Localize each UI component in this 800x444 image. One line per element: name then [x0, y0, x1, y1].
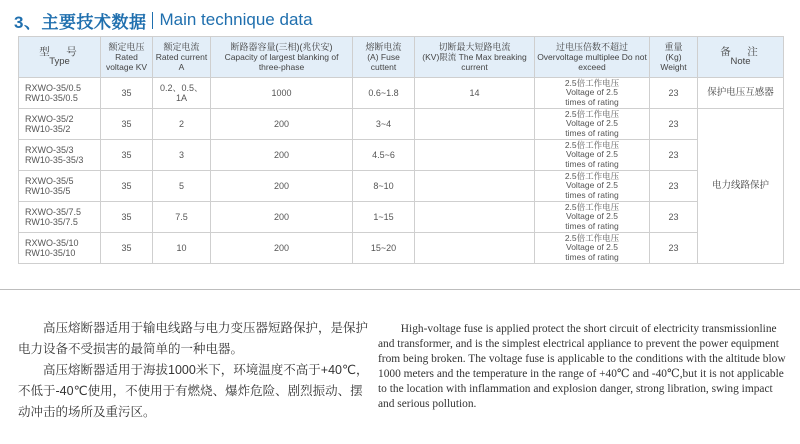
cell-breaking-current [415, 202, 535, 233]
table-header-row [19, 37, 784, 78]
cell-note-merged: 电力线路保护 [698, 109, 784, 264]
section-header [14, 8, 313, 32]
header-current: 额定电流 Rated current A [153, 37, 211, 78]
cell-voltage: 35 [101, 171, 153, 202]
cell-overvoltage: 2.5倍工作电压 Voltage of 2.5 times of rating [535, 202, 650, 233]
cell-current: 3 [153, 140, 211, 171]
table-row [19, 233, 784, 264]
header-overvoltage: 过电压倍数不超过 Overvoltage multiplee Do not exceed [535, 37, 650, 78]
cell-fuse-current: 1~15 [353, 202, 415, 233]
description-en: High-voltage fuse is applied protect the short circuit of electricity transmissionline and transformer, and is the simplest electrical appliance to prevent the power equipment from being broken. The voltage fuse is applicable to the conditions with the altitude blow 1000 meters and the temperature in the range of +40℃ and -40℃,but it is not applicable to the location with inflammation and explosion danger, strong libration, swing impact and serious pollution. [378, 323, 786, 410]
spec-table [18, 36, 784, 264]
header-type: 型 号 Type [19, 37, 101, 78]
cell-type: RXWO-35/5 RW10-35/5 [19, 171, 101, 202]
cell-current: 5 [153, 171, 211, 202]
cell-capacity: 200 [211, 202, 353, 233]
cell-breaking-current [415, 233, 535, 264]
header-fuse-current: 熔断电流 (A) Fuse cuttent [353, 37, 415, 78]
cell-breaking-current [415, 140, 535, 171]
cell-capacity: 200 [211, 140, 353, 171]
cell-type: RXWO-35/2 RW10-35/2 [19, 109, 101, 140]
cell-overvoltage: 2.5倍工作电压 Voltage of 2.5 times of rating [535, 78, 650, 109]
cell-fuse-current: 8~10 [353, 171, 415, 202]
cell-voltage: 35 [101, 202, 153, 233]
description-cn-paragraph-1: 高压熔断器适用于输电线路与电力变压器短路保护，是保护电力设备不受损害的最简单的一种电器。 [18, 321, 369, 356]
cell-weight: 23 [650, 171, 698, 202]
cell-overvoltage: 2.5倍工作电压 Voltage of 2.5 times of rating [535, 233, 650, 264]
header-note: 备 注 Note [698, 37, 784, 78]
cell-overvoltage: 2.5倍工作电压 Voltage of 2.5 times of rating [535, 109, 650, 140]
table-row [19, 140, 784, 171]
cell-voltage: 35 [101, 78, 153, 109]
table-row [19, 109, 784, 140]
cell-type: RXWO-35/10 RW10-35/10 [19, 233, 101, 264]
cell-breaking-current [415, 171, 535, 202]
cell-note: 保护电压互感器 [698, 78, 784, 109]
cell-weight: 23 [650, 78, 698, 109]
table-row [19, 202, 784, 233]
cell-weight: 23 [650, 140, 698, 171]
header-breaking-current: 切断最大短路电流 (KV)限流 The Max breaking current [415, 37, 535, 78]
cell-fuse-current: 15~20 [353, 233, 415, 264]
cell-capacity: 200 [211, 171, 353, 202]
cell-fuse-current: 3~4 [353, 109, 415, 140]
table-row [19, 171, 784, 202]
cell-overvoltage: 2.5倍工作电压 Voltage of 2.5 times of rating [535, 140, 650, 171]
cell-current: 0.2、0.5、1A [153, 78, 211, 109]
section-title-cn: 3、主要技术数据 [14, 12, 147, 32]
cell-type: RXWO-35/3 RW10-35-35/3 [19, 140, 101, 171]
cell-type: RXWO-35/7.5 RW10-35/7.5 [19, 202, 101, 233]
cell-capacity: 200 [211, 109, 353, 140]
cell-breaking-current: 14 [415, 78, 535, 109]
cell-current: 2 [153, 109, 211, 140]
cell-weight: 23 [650, 109, 698, 140]
cell-voltage: 35 [101, 140, 153, 171]
section-title-en: Main technique data [159, 10, 313, 29]
cell-voltage: 35 [101, 109, 153, 140]
cell-voltage: 35 [101, 233, 153, 264]
header-weight: 重量 (Kg) Weight [650, 37, 698, 78]
section-divider [0, 289, 800, 290]
cell-current: 10 [153, 233, 211, 264]
cell-type: RXWO-35/0.5 RW10-35/0.5 [19, 78, 101, 109]
cell-overvoltage: 2.5倍工作电压 Voltage of 2.5 times of rating [535, 171, 650, 202]
cell-capacity: 200 [211, 233, 353, 264]
cell-fuse-current: 0.6~1.8 [353, 78, 415, 109]
title-separator [152, 12, 153, 29]
cell-weight: 23 [650, 202, 698, 233]
cell-weight: 23 [650, 233, 698, 264]
cell-current: 7.5 [153, 202, 211, 233]
description-cn [18, 318, 370, 423]
table-row [19, 78, 784, 109]
cell-capacity: 1000 [211, 78, 353, 109]
cell-breaking-current [415, 109, 535, 140]
cell-fuse-current: 4.5~6 [353, 140, 415, 171]
header-voltage: 额定电压 Rated voltage KV [101, 37, 153, 78]
header-capacity: 断路器容量(三相)(兆伏安) Capacity of largest blanking of three-phase [211, 37, 353, 78]
description-cn-paragraph-2: 高压熔断器适用于海拔1000米下，环境温度不高于+40℃，不低于-40℃使用，不使用于有燃烧、爆炸危险、剧烈振动、摆动冲击的场所及重污区。 [18, 363, 369, 419]
